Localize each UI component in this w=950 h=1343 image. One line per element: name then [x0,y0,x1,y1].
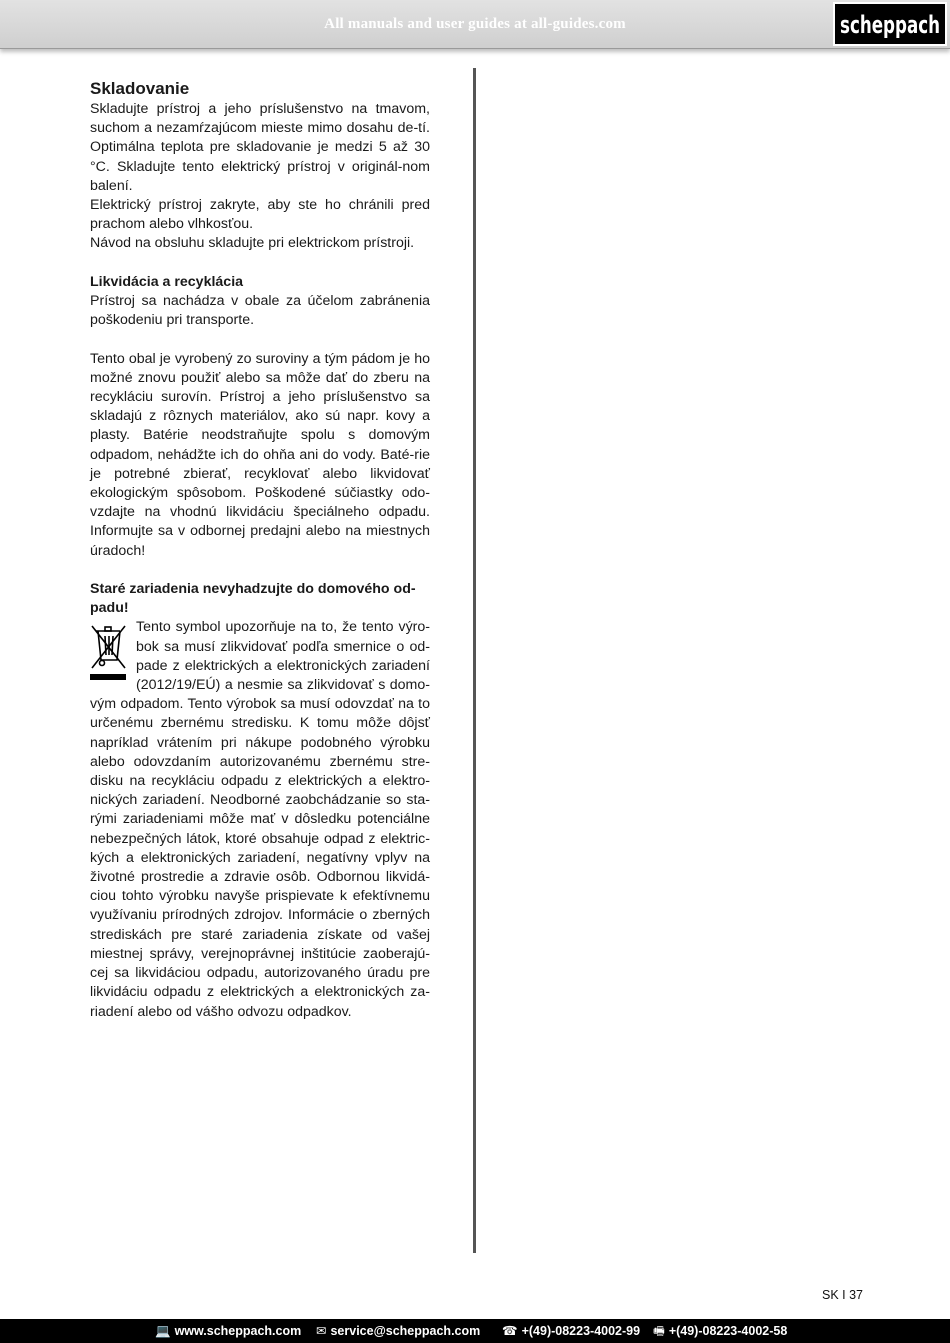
phone-icon: ☎ [502,1324,518,1338]
footer-phone-text: +(49)-08223-4002-99 [521,1324,641,1338]
storage-paragraph-2: Elektrický prístroj zakryte, aby ste ho chránili pred prachom alebo vlhkosťou. [90,197,430,233]
column-divider [473,68,476,1253]
footer-email[interactable] [316,1319,480,1343]
disposal-paragraph-2: Tento obal je vyrobený zo suroviny a tým pádom je ho možné znovu použiť alebo sa môže dať do zberu na recykláciu surovín. Prístroj a jeho príslušenstvo sa skladajú z rôznych materiálov, ako sú napr. kovy a plasty. Batérie neodstraňujte spolu s domovým odpadom, nehádžte ich do ohňa ani do vody. Baté-rie je potrebné zbierať, recyklovať alebo likvidovať ekologickým spôsobom. Poškodené súčiastky odo-vzdajte na vhodnú likvidáciu špeciálneho odpadu. Informujte sa v odbornej predajni alebo na miestnych úradoch! [90,350,430,559]
fax-icon: 🖷 [653,1324,665,1338]
watermark-text: All manuals and user guides at all-guides.com [324,16,626,32]
scheppach-logo [833,2,947,46]
left-column [90,78,430,1022]
footer-web[interactable] [155,1319,301,1343]
footer-fax-text: +(49)-08223-4002-58 [668,1324,788,1338]
footer-web-text: www.scheppach.com [174,1324,302,1338]
footer-email-text: service@scheppach.com [330,1324,481,1338]
footer-bar [0,1319,950,1343]
section-title-storage: Skladovanie [90,79,190,98]
mail-icon: ✉ [316,1324,327,1338]
footer-phone [502,1319,640,1343]
footer-fax [653,1319,787,1343]
storage-paragraph-1: Skladujte prístroj a jeho príslušenstvo na tmavom, suchom a nezamŕzajúcom mieste mimo dosahu de-tí. Optimálna teplota pre skladovanie je medzi 5 až 30 °C. Skladujte tento elektrický prístroj v originál-nom balení. [90,101,430,194]
disposal-paragraph-1: Prístroj sa nachádza v obale za účelom zabránenia poškodeniu pri transporte. [90,293,430,329]
top-bar [0,0,950,49]
storage-paragraph-3: Návod na obsluhu skladujte pri elektrickom prístroji. [90,235,415,252]
crossed-out-wheelie-bin-icon [90,624,128,680]
computer-icon: 💻 [155,1324,171,1338]
page-number: SK I 37 [822,1288,863,1302]
weee-paragraph: Tento symbol upozorňuje na to, že tento výro-bok sa musí zlikvidovať podľa smernice o od-pade z elektrických a elektronických zariadení (2012/19/EÚ) a nesmie sa zlikvidovať s domo-vým odpadom. Tento výrobok sa musí odovzdať na to určenému zbernému stredisku. K tomu môže dôjsť napríklad vrátením pri nákupe podobného výrobku alebo odovzdaním autorizovanému zbernému stre-disku na recykláciu odpadu z elektrických a elektro-nických zariadení. Neodborné zaobchádzanie so sta-rými zariadeniami môže mať v dôsledku potenciálne nebezpečných látok, ktoré obsahuje odpad z elektric-kých a elektronických zariadení, negatívny vplyv na životné prostredie a zdravie osôb. Odbornou likvidá-ciou tohto výrobku navyše prispievate k efektívnemu využívaniu prírodných zdrojov. Informácie o zberných strediskách pre staré zariadenia získate od vašej miestnej správy, verejnoprávnej inštitúcie zaoberajú-cej sa likvidáciou odpadu, autorizovaného úradu pre likvidáciu odpadu z elektrických a elektronických za-riadení alebo od vášho odvozu odpadkov. [90,619,430,1020]
section-title-weee: Staré zariadenia nevyhadzujte do domového od-padu! [90,581,416,617]
section-title-disposal: Likvidácia a recyklácia [90,273,244,290]
logo-wordmark: scheppach [840,11,940,39]
